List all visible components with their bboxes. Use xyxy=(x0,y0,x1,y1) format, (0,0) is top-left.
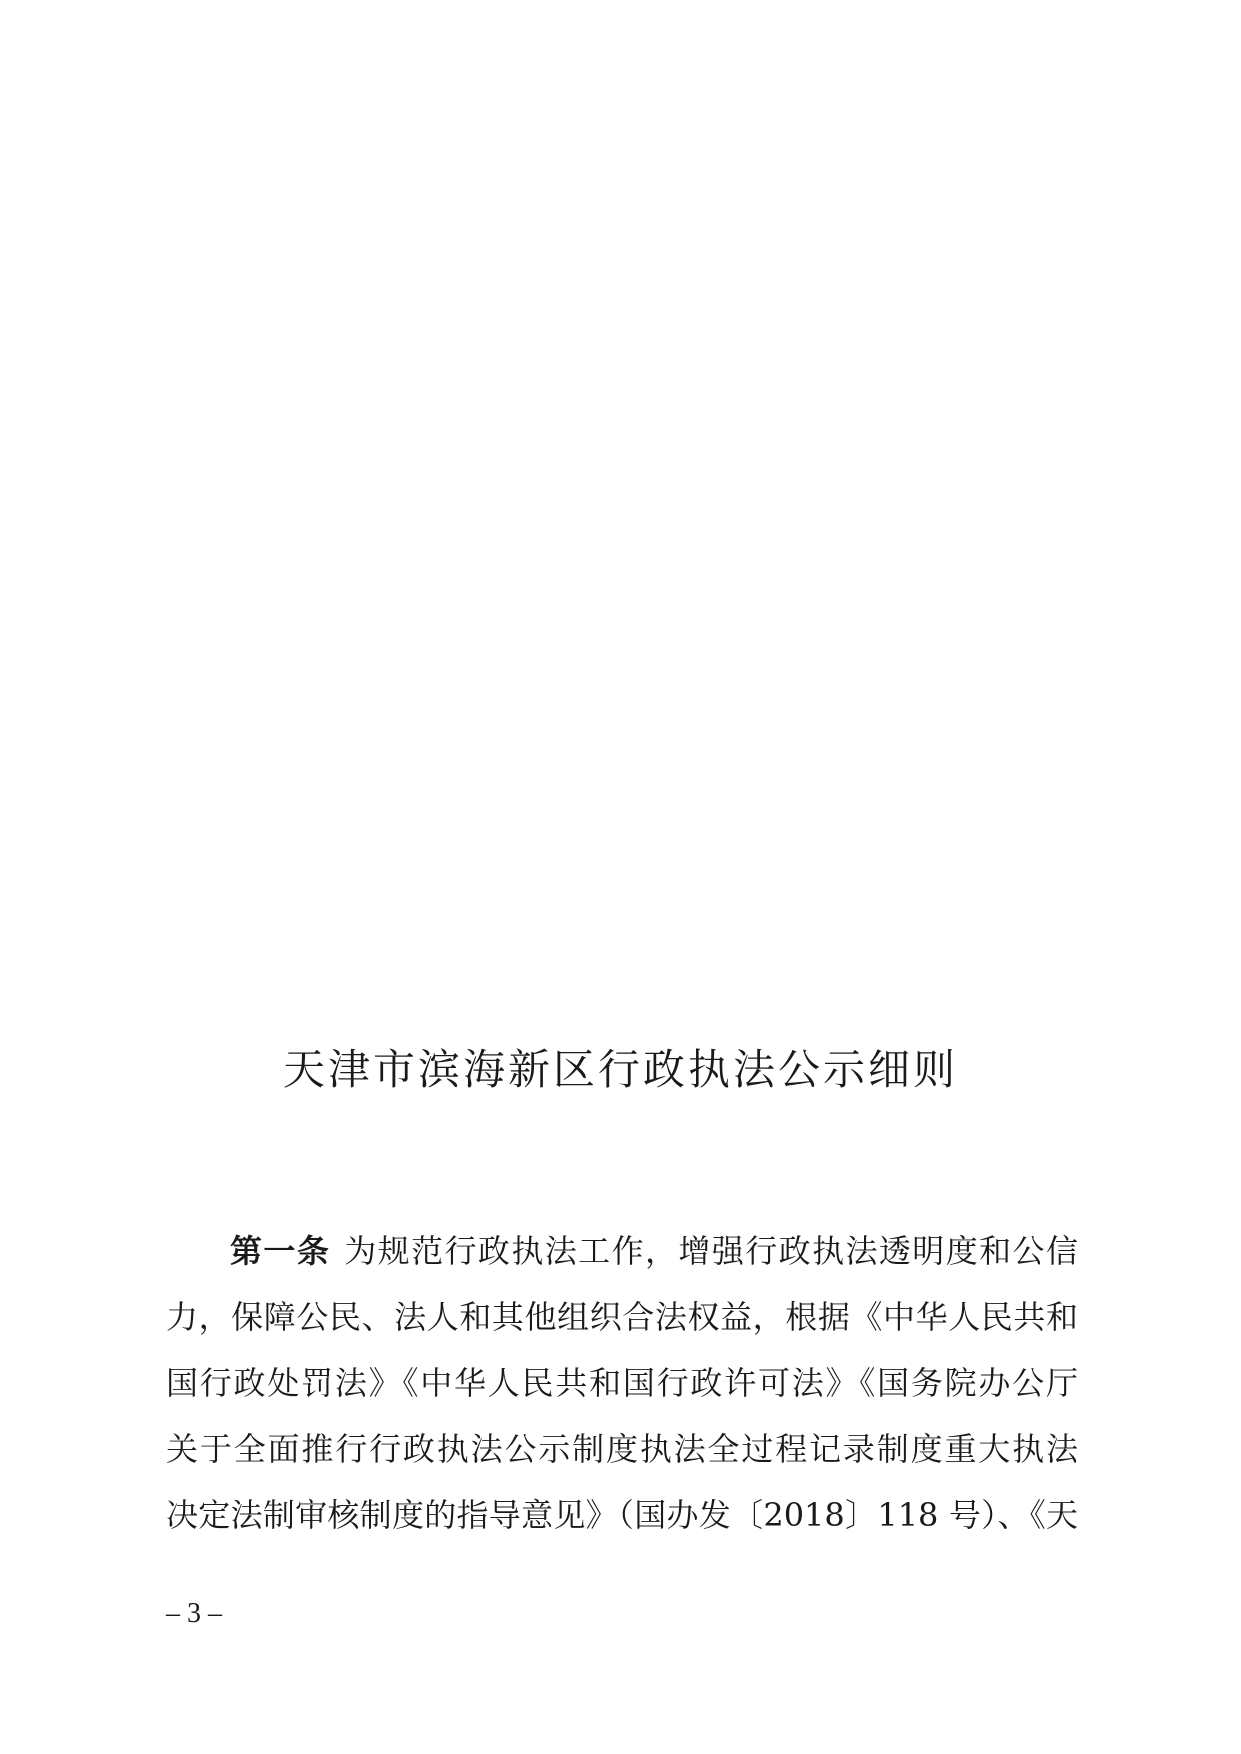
page-number: – 3 – xyxy=(166,1598,222,1629)
article-line xyxy=(166,1218,1078,1284)
article-line: 决定法制审核制度的指导意见》（国办发〔2018〕118 号）、《天 xyxy=(166,1496,1078,1534)
article-label: 第一条 xyxy=(230,1232,331,1270)
article-line: 国行政处罚法》《中华人民共和国行政许可法》《国务院办公厅 xyxy=(166,1364,1078,1402)
document-title: 天津市滨海新区行政执法公示细则 xyxy=(282,1045,958,1094)
article-line: 关于全面推行行政执法公示制度执法全过程记录制度重大执法 xyxy=(166,1430,1078,1468)
article-one xyxy=(166,1218,1078,1548)
article-line: 力，保障公民、法人和其他组织合法权益，根据《中华人民共和 xyxy=(166,1298,1078,1336)
article-first-line-text: 为规范行政执法工作，增强行政执法透明度和公信 xyxy=(344,1232,1078,1270)
